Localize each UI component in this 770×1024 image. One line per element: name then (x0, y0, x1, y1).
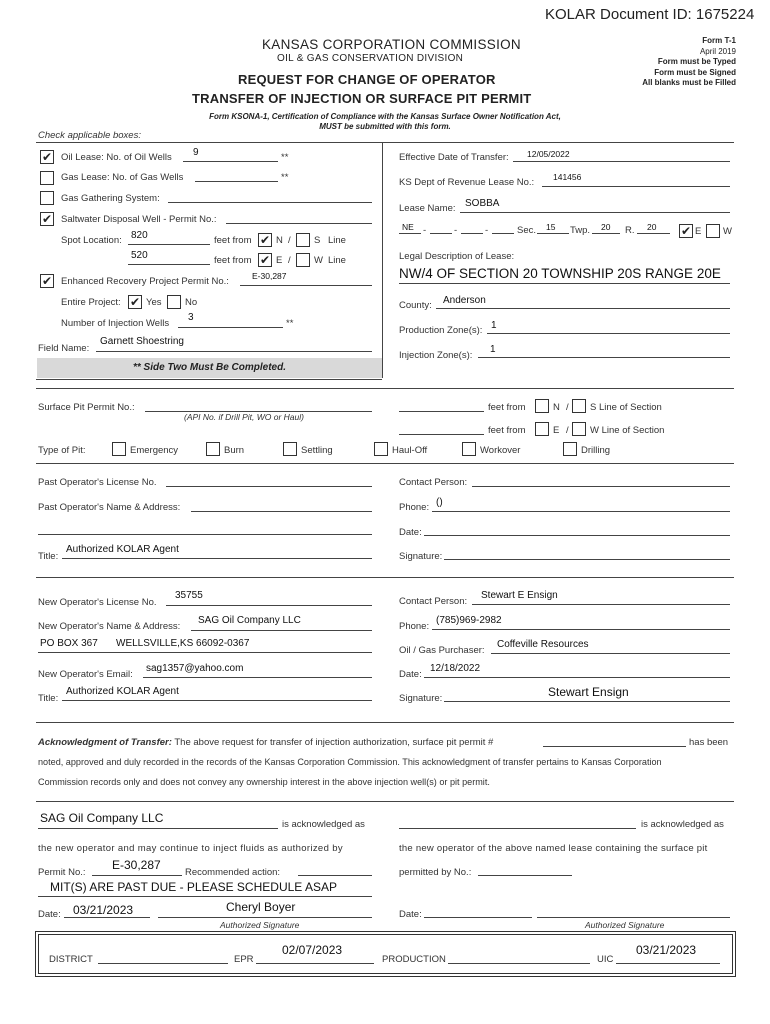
new-email-value[interactable]: sag1357@yahoo.com (146, 663, 244, 674)
feet-from-ew: feet from (214, 255, 252, 266)
eff-date-value[interactable]: 12/05/2022 (527, 149, 570, 159)
epr-label: EPR (234, 954, 254, 965)
eff-date-line (513, 161, 730, 162)
prod-zone-line (487, 333, 730, 334)
district-label: DISTRICT (49, 954, 93, 965)
new-contact-value[interactable]: Stewart E Ensign (481, 590, 558, 601)
new-signature-line (444, 701, 730, 702)
pit-feet-from-ew: feet from (488, 425, 526, 436)
new-license-label: New Operator's License No. (38, 597, 157, 608)
pit-drilling-checkbox[interactable] (563, 442, 577, 456)
range-value[interactable]: 20 (647, 222, 657, 232)
inj-zone-label: Injection Zone(s): (399, 350, 473, 361)
spot-w-label: W (314, 255, 323, 266)
pit-feet-from-ns: feet from (488, 402, 526, 413)
range-w-checkbox[interactable] (706, 224, 720, 238)
entire-no-checkbox[interactable] (167, 295, 181, 309)
past-contact-label: Contact Person: (399, 477, 468, 488)
lease-name-label: Lease Name: (399, 203, 456, 214)
form-title-line1: REQUEST FOR CHANGE OF OPERATOR (238, 72, 496, 87)
subtitle-line1: Form KSONA-1, Certification of Compliance with the Kansas Surface Owner Notification Act, (209, 112, 561, 121)
inj-wells-label: Number of Injection Wells (61, 318, 170, 329)
spot-ew-value[interactable]: 520 (131, 250, 148, 261)
division-name: OIL & GAS CONSERVATION DIVISION (277, 53, 464, 64)
spot-w-checkbox[interactable] (296, 253, 310, 267)
county-value[interactable]: Anderson (443, 295, 486, 306)
new-purchaser-value[interactable]: Coffeville Resources (497, 639, 589, 650)
ack-auth-sig-left: Authorized Signature (220, 920, 300, 930)
gas-lease-checkbox[interactable] (40, 171, 54, 185)
pit-w-checkbox[interactable] (572, 422, 586, 436)
spot-e-checkbox[interactable]: ✔ (259, 253, 271, 267)
ack-permit-line (92, 875, 182, 876)
new-license-line (166, 605, 372, 606)
new-date-label: Date: (399, 669, 422, 680)
past-license-label: Past Operator's License No. (38, 477, 157, 488)
qtr2-line[interactable] (430, 233, 452, 234)
kolar-document-id: KOLAR Document ID: 1675224 (545, 6, 755, 23)
pit-top-rule (36, 388, 734, 389)
field-name-line (96, 351, 372, 352)
gas-gathering-checkbox[interactable] (40, 191, 54, 205)
ack-top-rule (36, 722, 734, 723)
lease-name-value[interactable]: SOBBA (465, 198, 500, 209)
ack-is-acknowledged-left: is acknowledged as (282, 819, 365, 830)
past-name-label: Past Operator's Name & Address: (38, 502, 181, 513)
subtitle-line2: MUST be submitted with this form. (319, 122, 451, 131)
ack-signature-line-left (158, 917, 372, 918)
swd-label: Saltwater Disposal Well - Permit No.: (61, 214, 217, 225)
new-email-line (143, 677, 372, 678)
ks-lease-line (542, 186, 730, 187)
ack-recommended-line[interactable] (298, 875, 372, 876)
ack-permitted-line[interactable] (478, 875, 572, 876)
past-contact-line[interactable] (472, 486, 730, 487)
sec-label: Sec. (517, 225, 537, 236)
ack-new-operator-left: the new operator and may continue to inject fluids as authorized by (38, 843, 343, 854)
ack-mid-rule (36, 801, 734, 802)
ack-has-been: has been (689, 737, 729, 748)
past-phone-value[interactable]: () (436, 497, 443, 508)
ack-new-operator-right: the new operator of the above named lease containing the surface pit (399, 843, 708, 854)
gas-wells-line[interactable] (195, 181, 278, 182)
past-name-line[interactable] (191, 511, 372, 512)
ack-date-value[interactable]: 03/21/2023 (73, 903, 134, 917)
new-phone-line (432, 629, 730, 630)
field-name-value[interactable]: Garnett Shoestring (100, 336, 184, 347)
spot-ns-line (128, 244, 210, 245)
oil-lease-checkbox[interactable]: ✔ (41, 150, 53, 164)
new-contact-line (472, 604, 730, 605)
pit-type-label: Type of Pit: (38, 445, 86, 456)
section-divider (382, 142, 383, 378)
ack-company-line (38, 828, 278, 829)
erp-label: Enhanced Recovery Project Permit No.: (61, 276, 229, 287)
pit-ns-line[interactable] (399, 411, 484, 412)
twp-line (592, 233, 620, 234)
form-note-typed: Form must be Typed (657, 57, 736, 66)
feet-from-ns: feet from (214, 235, 252, 246)
ack-pit-permit-line[interactable] (543, 746, 686, 747)
side-two-banner: ** Side Two Must Be Completed. (37, 358, 382, 378)
form-note-filled: All blanks must be Filled (642, 78, 736, 87)
past-phone-label: Phone: (399, 502, 430, 513)
pit-emergency-label: Emergency (130, 445, 179, 456)
ack-permit-label: Permit No.: (38, 867, 86, 878)
past-title-line (62, 558, 372, 559)
ack-date-right-line[interactable] (424, 917, 532, 918)
new-title-line (62, 700, 372, 701)
pit-workover-label: Workover (480, 445, 521, 456)
qtr4-line[interactable] (492, 233, 514, 234)
new-signature-value[interactable]: Stewart Ensign (548, 685, 629, 699)
new-purchaser-label: Oil / Gas Purchaser: (399, 645, 485, 656)
pit-hauloff-label: Haul-Off (392, 445, 428, 456)
pit-n-checkbox[interactable] (535, 399, 549, 413)
lease-name-line (460, 212, 730, 213)
oil-wells-star: ** (281, 152, 289, 163)
new-title-value[interactable]: Authorized KOLAR Agent (66, 686, 179, 697)
prod-zone-label: Production Zone(s): (399, 325, 483, 336)
ack-signature-line-right[interactable] (537, 917, 730, 918)
county-label: County: (399, 300, 432, 311)
ack-signer-value[interactable]: Cheryl Boyer (226, 900, 296, 914)
inj-wells-star: ** (286, 318, 294, 329)
new-license-value[interactable]: 35755 (175, 590, 203, 601)
spot-s-checkbox[interactable] (296, 233, 310, 247)
ks-lease-value[interactable]: 141456 (553, 172, 582, 182)
legal-desc-label: Legal Description of Lease: (399, 251, 515, 262)
past-title-value[interactable]: Authorized KOLAR Agent (66, 544, 179, 555)
pit-e-checkbox[interactable] (535, 422, 549, 436)
agency-name: KANSAS CORPORATION COMMISSION (262, 37, 521, 52)
past-title-label: Title: (38, 551, 59, 562)
entire-project-label: Entire Project: (61, 297, 121, 308)
new-phone-label: Phone: (399, 621, 430, 632)
past-address-line[interactable] (38, 534, 372, 535)
qtr1-line (399, 233, 421, 234)
ack-paragraph-line1 (38, 737, 493, 748)
past-phone-line (432, 511, 730, 512)
legal-desc-line (399, 283, 730, 284)
gas-wells-star: ** (281, 172, 289, 183)
ack-date-right-label: Date: (399, 909, 422, 920)
spot-ew-line (128, 264, 210, 265)
ack-is-acknowledged-right: is acknowledged as (641, 819, 724, 830)
erp-value[interactable]: E-30,287 (252, 271, 287, 281)
epr-line (256, 963, 374, 964)
pit-workover-checkbox[interactable] (462, 442, 476, 456)
pit-burn-label: Burn (224, 445, 245, 456)
ack-paragraph-line3: Commission records only and does not convey any ownership interest in the above injection well(s) or pit permit. (38, 777, 490, 787)
pit-s-label: S Line of Section (590, 402, 662, 413)
past-date-line[interactable] (424, 535, 730, 536)
district-line[interactable] (98, 963, 228, 964)
new-date-value[interactable]: 12/18/2022 (430, 663, 481, 674)
qtr3-line[interactable] (461, 233, 483, 234)
uic-line (616, 963, 720, 964)
erp-line (240, 285, 372, 286)
oil-wells-line (183, 161, 278, 162)
pit-ew-line[interactable] (399, 434, 484, 435)
pit-settling-checkbox[interactable] (283, 442, 297, 456)
new-address-line2[interactable]: WELLSVILLE,KS 66092-0367 (116, 638, 250, 649)
new-email-label: New Operator's Email: (38, 669, 133, 680)
form-number: Form T-1 (702, 36, 736, 45)
new-date-line (424, 677, 730, 678)
uic-date-value[interactable]: 03/21/2023 (636, 943, 697, 957)
check-boxes-label: Check applicable boxes: (38, 130, 141, 141)
inj-wells-value[interactable]: 3 (188, 312, 194, 323)
spot-location-label: Spot Location: (61, 235, 122, 246)
new-phone-value[interactable]: (785)969-2982 (436, 615, 502, 626)
new-name-label: New Operator's Name & Address: (38, 621, 181, 632)
twp-label: Twp. (570, 225, 591, 236)
past-signature-label: Signature: (399, 551, 443, 562)
ack-mit-note[interactable]: MIT(S) ARE PAST DUE - PLEASE SCHEDULE ASAP (50, 880, 337, 894)
eff-date-label: Effective Date of Transfer: (399, 152, 509, 163)
ack-permit-value[interactable]: E-30,287 (112, 858, 161, 872)
erp-checkbox[interactable]: ✔ (41, 274, 53, 288)
new-signature-label: Signature: (399, 693, 443, 704)
pit-n-label: N (553, 402, 560, 413)
ack-permitted-label: permitted by No.: (399, 867, 472, 878)
new-name-value[interactable]: SAG Oil Company LLC (198, 615, 301, 626)
range-w-label: W (723, 226, 732, 237)
pit-hauloff-checkbox[interactable] (374, 442, 388, 456)
spot-e-label: E (276, 255, 283, 266)
form-title-line2: TRANSFER OF INJECTION OR SURFACE PIT PERMIT (192, 91, 532, 106)
past-signature-line[interactable] (444, 559, 730, 560)
entire-yes-label: Yes (146, 297, 162, 308)
form-date: April 2019 (699, 46, 736, 56)
new-purchaser-line (491, 653, 730, 654)
oil-wells-value[interactable]: 9 (193, 147, 199, 158)
new-address-line (38, 652, 372, 653)
field-name-label: Field Name: (38, 343, 90, 354)
inj-wells-line (178, 327, 283, 328)
gas-gathering-line[interactable] (168, 202, 372, 203)
entire-yes-checkbox[interactable]: ✔ (129, 295, 141, 309)
swd-checkbox[interactable]: ✔ (41, 212, 53, 226)
spot-n-checkbox[interactable]: ✔ (259, 233, 271, 247)
ack-bold-label: Acknowledgment of Transfer: (38, 737, 172, 748)
pit-w-label: W Line of Section (590, 425, 665, 436)
ack-recommended-label: Recommended action: (185, 867, 281, 878)
epr-date-value[interactable]: 02/07/2023 (282, 943, 343, 957)
pit-e-label: E (553, 425, 560, 436)
form-notes (642, 36, 736, 89)
new-address-line1[interactable]: PO BOX 367 (40, 638, 98, 649)
spot-ns-value[interactable]: 820 (131, 230, 148, 241)
twp-value[interactable]: 20 (601, 222, 611, 232)
ack-right-company-line[interactable] (399, 828, 636, 829)
ack-paragraph-line2: noted, approved and duly recorded in the records of the Kansas Corporation Commission. This acknowledgment of transfer pertains to Kansas Corporation (38, 757, 662, 767)
spot-s-label: S (314, 235, 321, 246)
ack-mit-line (38, 896, 372, 897)
uic-label: UIC (597, 954, 614, 965)
pit-drilling-label: Drilling (581, 445, 611, 456)
spot-line-ew: Line (328, 255, 346, 266)
section-top-rule (36, 142, 734, 143)
ack-date-line (64, 917, 150, 918)
past-top-rule (36, 463, 734, 464)
pit-permit-label: Surface Pit Permit No.: (38, 402, 135, 413)
swd-permit-line[interactable] (226, 223, 372, 224)
section-left-bottom-rule (36, 379, 382, 380)
gas-gathering-label: Gas Gathering System: (61, 193, 160, 204)
ks-lease-label: KS Dept of Revenue Lease No.: (399, 177, 535, 188)
spot-n-label: N (276, 235, 283, 246)
past-date-label: Date: (399, 527, 422, 538)
gas-lease-label: Gas Lease: No. of Gas Wells (61, 172, 184, 183)
form-note-signed: Form must be Signed (654, 67, 736, 77)
ack-auth-sig-right: Authorized Signature (585, 920, 665, 930)
ack-company-value[interactable]: SAG Oil Company LLC (40, 811, 164, 825)
ack-text1: The above request for transfer of injection authorization, surface pit permit # (174, 737, 494, 748)
new-contact-label: Contact Person: (399, 596, 468, 607)
new-title-label: Title: (38, 693, 59, 704)
range-line (637, 233, 670, 234)
qtr1-value[interactable]: NE (402, 222, 414, 232)
spot-line-ns: Line (328, 235, 346, 246)
new-top-rule (36, 577, 734, 578)
oil-lease-label: Oil Lease: No. of Oil Wells (61, 152, 172, 163)
range-e-label: E (695, 226, 702, 237)
sec-value[interactable]: 15 (546, 222, 556, 232)
pit-emergency-checkbox[interactable] (112, 442, 126, 456)
entire-no-label: No (185, 297, 198, 308)
pit-burn-checkbox[interactable] (206, 442, 220, 456)
range-label: R. (625, 225, 635, 236)
production-label: PRODUCTION (382, 954, 446, 965)
inj-zone-line (478, 357, 730, 358)
production-line[interactable] (448, 963, 590, 964)
county-line (436, 308, 730, 309)
past-license-line[interactable] (166, 486, 372, 487)
pit-api-note: (API No. if Drill Pit, WO or Haul) (184, 412, 304, 422)
inj-zone-value[interactable]: 1 (490, 344, 496, 355)
ack-date-label: Date: (38, 909, 61, 920)
sec-line (537, 233, 569, 234)
new-name-line (191, 630, 372, 631)
pit-settling-label: Settling (301, 445, 333, 456)
form-subtitle (180, 112, 590, 132)
legal-desc-value[interactable]: NW/4 OF SECTION 20 TOWNSHIP 20S RANGE 20E (399, 266, 721, 281)
pit-s-checkbox[interactable] (572, 399, 586, 413)
range-e-checkbox[interactable]: ✔ (680, 224, 692, 238)
prod-zone-value[interactable]: 1 (491, 320, 497, 331)
